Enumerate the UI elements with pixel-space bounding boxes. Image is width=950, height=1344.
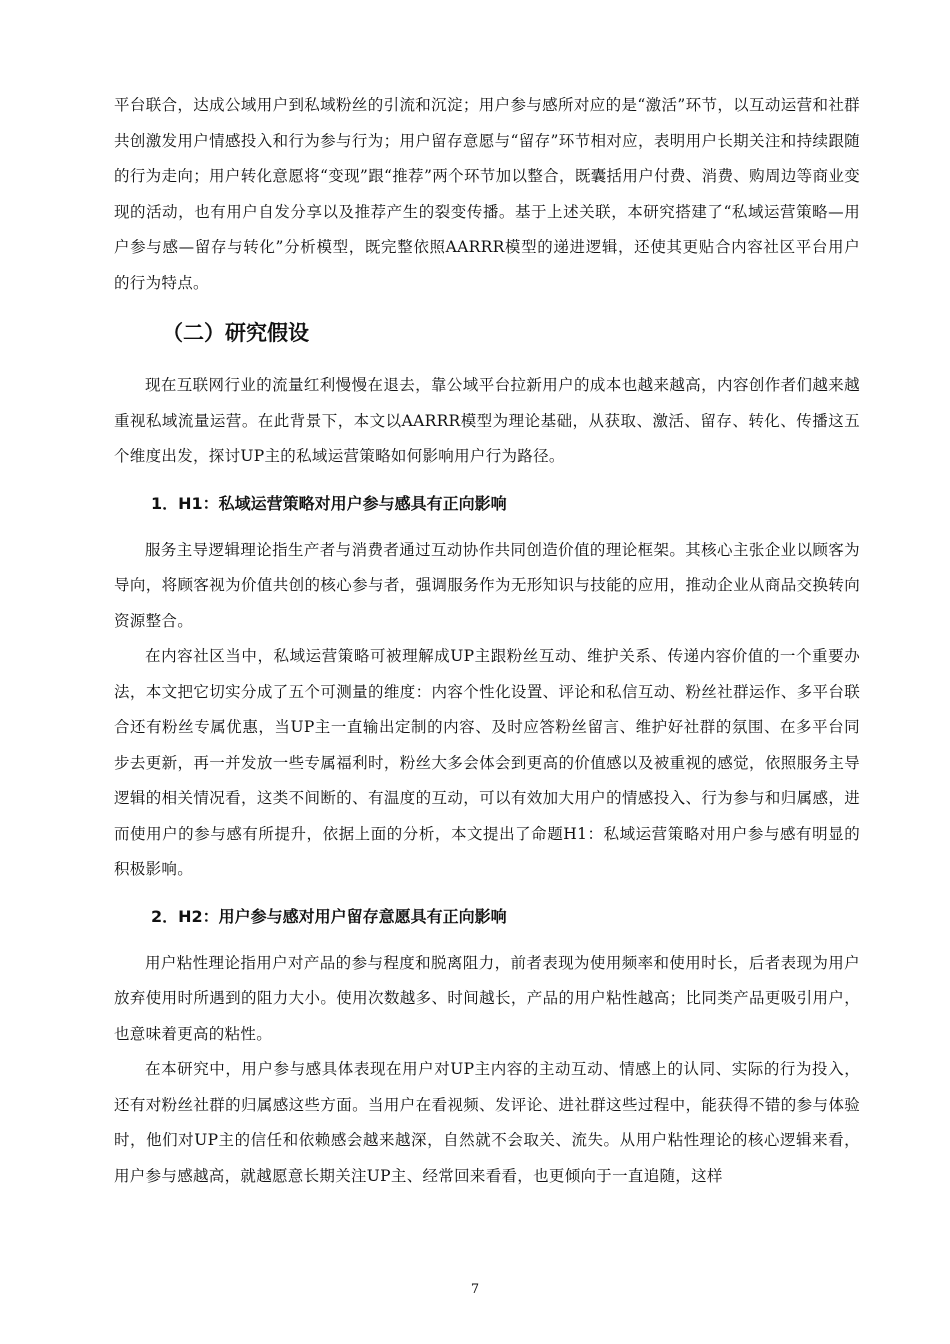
hypothesis-2-paragraph-2: 在本研究中，用户参与感具体表现在用户对UP主内容的主动互动、情感上的认同、实际的行为投入，还有对粉丝社群的归属感这些方面。当用户在看视频、发评论、进社群这些过程中，能获得不错的参与体验时，他们对UP主的信任和依赖感会越来越深，自然就不会取关、流失。从用户粘性理论的核心逻辑来看，用户参与感越高，就越愿意长期关注UP主、经常回来看看，也更倾向于一直追随，这样 <box>114 1060 860 1185</box>
hypothesis-2-heading: 2．H2：用户参与感对用户留存意愿具有正向影响 <box>151 906 507 926</box>
hypothesis-1-paragraph-2: 在内容社区当中，私域运营策略可被理解成UP主跟粉丝互动、维护关系、传递内容价值的一个重要办法，本文把它切实分成了五个可测量的维度：内容个性化设置、评论和私信互动、粉丝社群运作、多平台联合还有粉丝专属优惠，当UP主一直输出定制的内容、及时应答粉丝留言、维护好社群的氛围、在多平台同步去更新，再一并发放一些专属福利时，粉丝大多会体会到更高的价值感以及被重视的感觉，依照服务主导逻辑的相关情况看，这类不间断的、有温度的互动，可以有效加大用户的情感投入、行为参与和归属感，进而使用户的参与感有所提升，依据上面的分析，本文提出了命题H1：私域运营策略对用户参与感有明显的积极影响。 <box>114 647 860 878</box>
document-body <box>114 88 860 1194</box>
section-intro-paragraph: 现在互联网行业的流量红利慢慢在退去，靠公域平台拉新用户的成本也越来越高，内容创作者们越来越重视私域流量运营。在此背景下，本文以AARRR模型为理论基础，从获取、激活、留存、转化、传播这五个维度出发，探讨UP主的私域运营策略如何影响用户行为路径。 <box>114 376 860 465</box>
hypothesis-1-paragraph-1: 服务主导逻辑理论指生产者与消费者通过互动协作共同创造价值的理论框架。其核心主张企业以顾客为导向，将顾客视为价值共创的核心参与者，强调服务作为无形知识与技能的应用，推动企业从商品交换转向资源整合。 <box>114 540 860 630</box>
hypothesis-1-heading: 1．H1：私域运营策略对用户参与感具有正向影响 <box>151 493 507 513</box>
intro-paragraph: 平台联合，达成公域用户到私域粉丝的引流和沉淀；用户参与感所对应的是“激活”环节，以互动运营和社群共创激发用户情感投入和行为参与行为；用户留存意愿与“留存”环节相对应，表明用户长期关注和持续跟随的行为走向；用户转化意愿将“变现”跟“推荐”两个环节加以整合，既囊括用户付费、消费、购周边等商业变现的活动，也有用户自发分享以及推荐产生的裂变传播。基于上述关联，本研究搭建了“私域运营策略—用户参与感—留存与转化”分析模型，既完整依照AARRR模型的递进逻辑，还使其更贴合内容社区平台用户的行为特点。 <box>114 96 860 292</box>
page-number: 7 <box>470 1282 480 1297</box>
section-heading: （二）研究假设 <box>162 321 309 345</box>
hypothesis-2-paragraph-1: 用户粘性理论指用户对产品的参与程度和脱离阻力，前者表现为使用频率和使用时长，后者表现为用户放弃使用时所遇到的阻力大小。使用次数越多、时间越长，产品的用户粘性越高；比同类产品更吸引用户，也意味着更高的粘性。 <box>114 953 860 1043</box>
